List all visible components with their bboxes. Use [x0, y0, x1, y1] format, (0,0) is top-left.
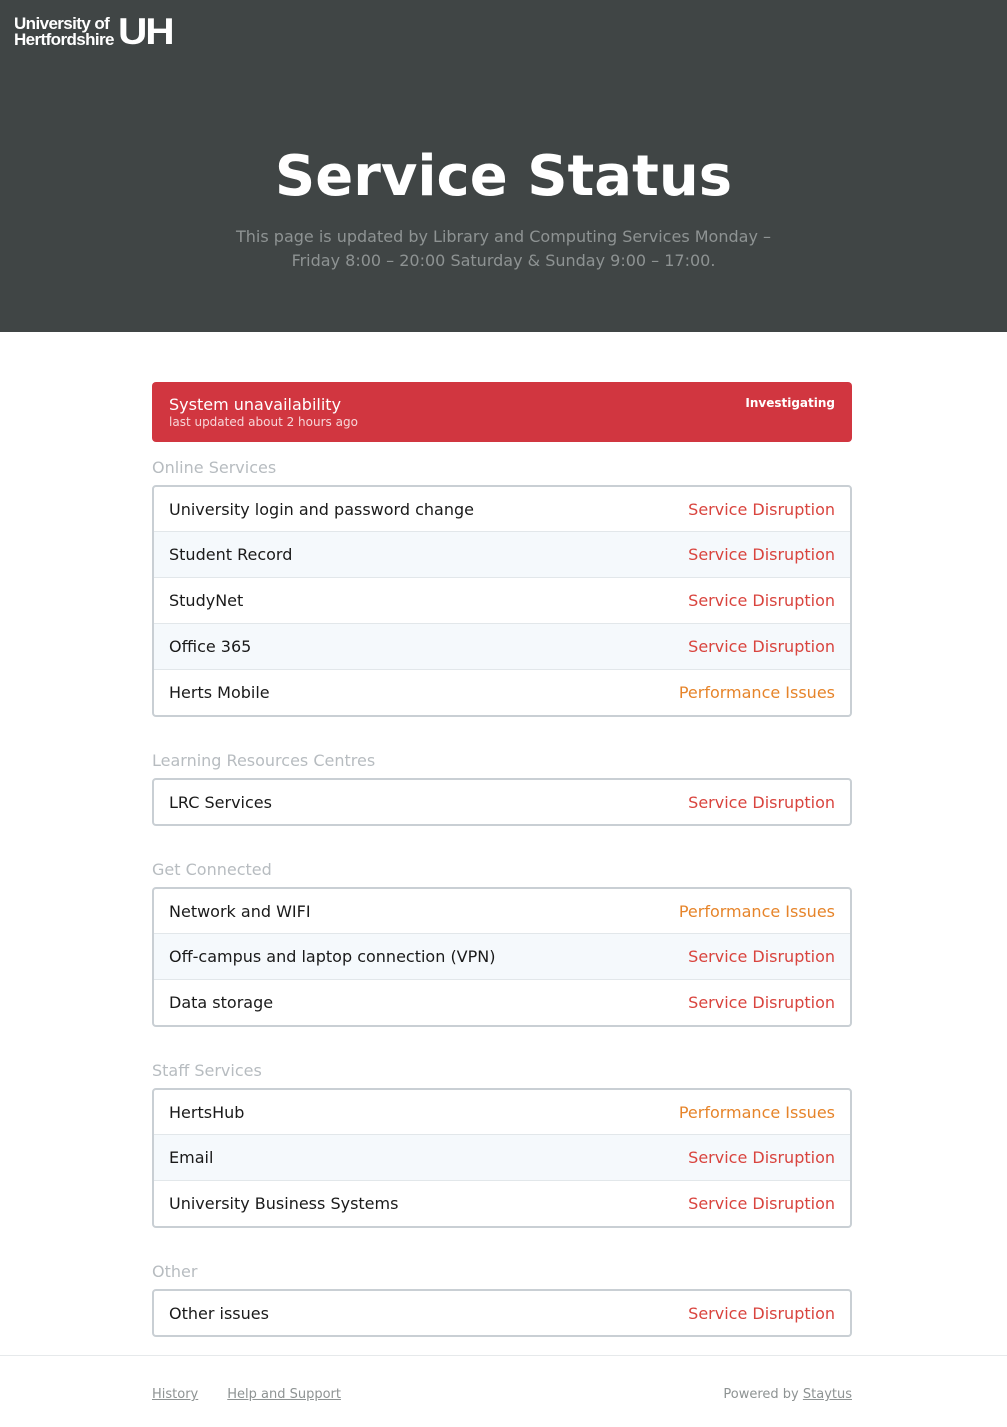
- logo-line-2: Hertfordshire: [14, 30, 114, 49]
- history-link[interactable]: History: [152, 1387, 199, 1402]
- staytus-link[interactable]: Staytus: [802, 1387, 852, 1402]
- service-row[interactable]: [154, 933, 850, 979]
- service-list: [152, 778, 852, 826]
- service-name: Network and WIFI: [169, 901, 311, 921]
- logo-wordmark: [14, 16, 114, 48]
- group-title: Other: [152, 1262, 198, 1281]
- service-row[interactable]: [154, 577, 850, 623]
- logo-mark: UH: [117, 11, 173, 52]
- service-status: Service Disruption: [688, 591, 835, 610]
- service-name: HertsHub: [169, 1102, 245, 1122]
- service-status: Service Disruption: [688, 993, 835, 1012]
- main-content: [152, 382, 852, 1337]
- service-group: [152, 751, 852, 826]
- service-status: Service Disruption: [688, 1148, 835, 1167]
- incident-status-badge: Investigating: [745, 396, 835, 410]
- footer-links: [152, 1387, 341, 1402]
- service-name: Data storage: [169, 993, 274, 1012]
- service-name: LRC Services: [169, 792, 272, 812]
- service-groups: [152, 458, 852, 1337]
- service-name: StudyNet: [169, 591, 244, 610]
- logo-line-1: University of: [14, 14, 110, 33]
- service-name: Herts Mobile: [169, 683, 270, 702]
- service-row[interactable]: [154, 979, 850, 1025]
- service-status: Performance Issues: [678, 1102, 835, 1122]
- group-title: Learning Resources Centres: [152, 751, 376, 770]
- service-row[interactable]: [154, 889, 850, 933]
- service-row[interactable]: [154, 1134, 850, 1180]
- service-status: Service Disruption: [688, 637, 835, 656]
- page-subtitle: This page is updated by Library and Computing Services Monday – Friday 8:00 – 20:00 Saturday & Sunday 9:00 – 17:00.: [236, 227, 771, 270]
- page-title: Service Status: [274, 144, 733, 209]
- service-row[interactable]: [154, 780, 850, 824]
- group-title: Get Connected: [152, 860, 272, 879]
- incident-title: System unavailability: [169, 395, 342, 414]
- service-list: [152, 887, 852, 1027]
- service-row[interactable]: [154, 669, 850, 715]
- service-name: Student Record: [169, 545, 293, 564]
- service-status: Service Disruption: [688, 1303, 835, 1323]
- service-name: Off-campus and laptop connection (VPN): [169, 947, 496, 966]
- service-status: Performance Issues: [678, 683, 835, 702]
- service-group: [152, 458, 852, 717]
- service-status: Performance Issues: [678, 901, 835, 921]
- service-row[interactable]: [154, 531, 850, 577]
- incident-banner[interactable]: [152, 382, 852, 442]
- service-list: [152, 1088, 852, 1228]
- powered-by-label: Powered by: [723, 1387, 799, 1402]
- service-row[interactable]: [154, 1291, 850, 1335]
- service-group: [152, 1262, 852, 1337]
- service-name: Email: [169, 1148, 214, 1167]
- service-list: [152, 485, 852, 717]
- service-name: University Business Systems: [169, 1194, 399, 1213]
- university-logo[interactable]: [14, 11, 173, 52]
- service-name: Other issues: [169, 1303, 269, 1323]
- group-title: Staff Services: [152, 1061, 262, 1080]
- powered-by: [723, 1387, 852, 1402]
- service-name: University login and password change: [169, 499, 474, 519]
- service-list: [152, 1289, 852, 1337]
- service-row[interactable]: [154, 623, 850, 669]
- service-row[interactable]: [154, 1090, 850, 1134]
- service-status: Service Disruption: [688, 792, 835, 812]
- service-status: Service Disruption: [688, 499, 835, 519]
- service-group: [152, 1061, 852, 1228]
- service-status: Service Disruption: [688, 1194, 835, 1213]
- service-status: Service Disruption: [688, 545, 835, 564]
- service-group: [152, 860, 852, 1027]
- group-title: Online Services: [152, 458, 277, 477]
- help-support-link[interactable]: Help and Support: [227, 1387, 341, 1402]
- service-row[interactable]: [154, 487, 850, 531]
- service-name: Office 365: [169, 637, 252, 656]
- incident-updated-time: last updated about 2 hours ago: [169, 415, 358, 429]
- service-status: Service Disruption: [688, 947, 835, 966]
- page-footer: [0, 1355, 1007, 1427]
- page-header: [0, 0, 1007, 332]
- service-row[interactable]: [154, 1180, 850, 1226]
